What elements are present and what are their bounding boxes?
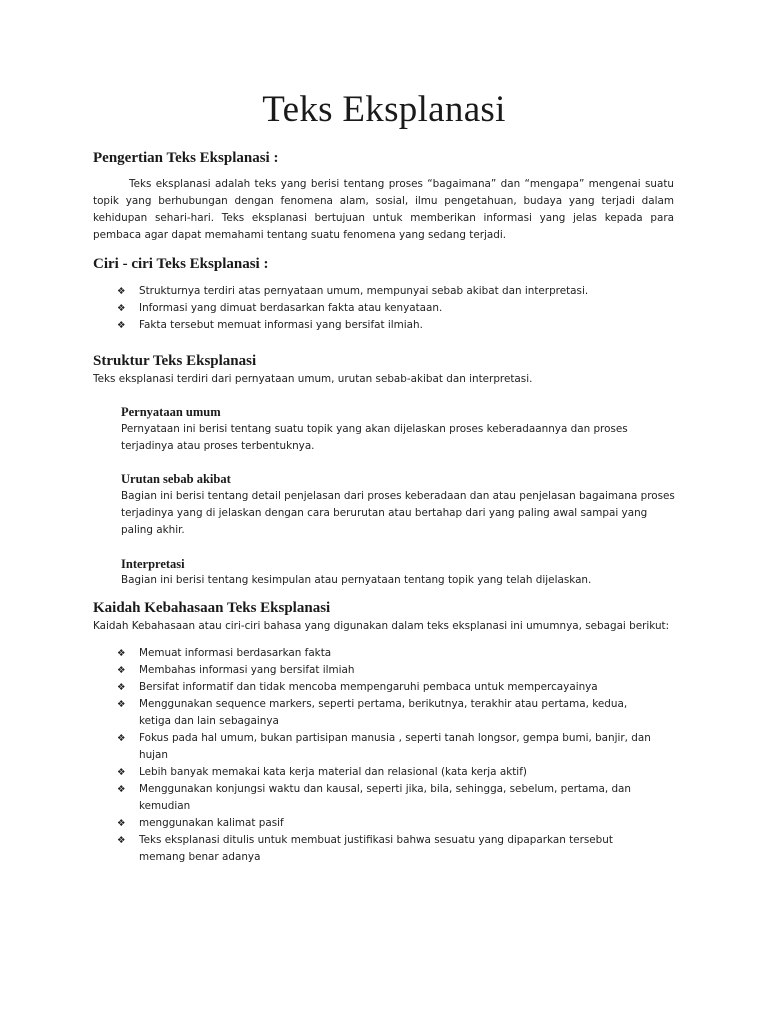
paragraph-urutan-sebab-akibat: Bagian ini berisi tentang detail penjelasan dari proses keberadaan dan atau penjelasan bagaimana proses terjadinya yang di jelaskan dengan cara berurutan atau bertahap dari yang paling awal sampai yang paling akhir.	[121, 490, 675, 536]
list-item	[117, 764, 657, 781]
list-item-text: Strukturnya terdiri atas pernyataan umum, mempunyai sebab akibat dan interpretasi.	[139, 285, 589, 297]
diamond-bullet-icon: ❖	[117, 784, 126, 795]
list-item	[117, 696, 657, 730]
list-item-text: Lebih banyak memakai kata kerja material dan relasional (kata kerja aktif)	[139, 766, 527, 778]
list-item	[117, 832, 657, 866]
list-item-text: Membahas informasi yang bersifat ilmiah	[139, 664, 355, 676]
diamond-bullet-icon: ❖	[117, 767, 126, 778]
subheading-pernyataan-umum: Pernyataan umum	[121, 405, 221, 419]
heading-kaidah: Kaidah Kebahasaan Teks Eksplanasi	[93, 600, 331, 616]
list-item-text: Menggunakan konjungsi waktu dan kausal, seperti jika, bila, sehingga, sebelum, pertama, dan kemudian	[139, 783, 631, 812]
subheading-urutan-sebab-akibat: Urutan sebab akibat	[121, 472, 231, 486]
list-item-text: Memuat informasi berdasarkan fakta	[139, 647, 332, 659]
paragraph-interpretasi: Bagian ini berisi tentang kesimpulan atau pernyataan tentang topik yang telah dijelaskan.	[121, 574, 592, 586]
list-item	[117, 645, 657, 662]
list-item-text: Teks eksplanasi ditulis untuk membuat justifikasi bahwa sesuatu yang dipaparkan tersebut memang benar adanya	[139, 834, 613, 863]
diamond-bullet-icon: ❖	[117, 682, 126, 693]
list-item	[117, 300, 677, 317]
diamond-bullet-icon: ❖	[117, 286, 126, 297]
list-item-text: Menggunakan sequence markers, seperti pertama, berikutnya, terakhir atau pertama, kedua, ketiga dan lain sebagainya	[139, 698, 628, 727]
paragraph-kaidah-intro: Kaidah Kebahasaan atau ciri-ciri bahasa yang digunakan dalam teks eksplanasi ini umumnya, sebagai berikut:	[93, 620, 670, 632]
list-item	[117, 815, 657, 832]
list-item-text: Fakta tersebut memuat informasi yang bersifat ilmiah.	[139, 319, 423, 331]
list-item	[117, 679, 657, 696]
heading-ciri: Ciri - ciri Teks Eksplanasi :	[93, 256, 269, 272]
paragraph-pernyataan-umum: Pernyataan ini berisi tentang suatu topik yang akan dijelaskan proses keberadaannya dan proses terjadinya atau proses terbentuknya.	[121, 423, 628, 452]
paragraph-struktur-intro: Teks eksplanasi terdiri dari pernyataan umum, urutan sebab-akibat dan interpretasi.	[93, 373, 533, 385]
diamond-bullet-icon: ❖	[117, 648, 126, 659]
diamond-bullet-icon: ❖	[117, 303, 126, 314]
list-item-text: Bersifat informatif dan tidak mencoba mempengaruhi pembaca untuk mempercayainya	[139, 681, 598, 693]
diamond-bullet-icon: ❖	[117, 665, 126, 676]
subheading-interpretasi: Interpretasi	[121, 557, 185, 571]
diamond-bullet-icon: ❖	[117, 835, 126, 846]
ciri-list	[117, 283, 677, 334]
heading-pengertian: Pengertian Teks Eksplanasi :	[93, 150, 279, 166]
paragraph-pengertian: Teks eksplanasi adalah teks yang berisi tentang proses “bagaimana” dan “mengapa” mengenai suatu topik yang berhubungan dengan fenomena alam, sosial, ilmu pengetahuan, budaya yang terjadi dalam kehidupan sehari-hari. Teks eksplanasi bertujuan untuk memberikan informasi yang jelas kepada para pembaca agar dapat memahami tentang suatu fenomena yang sedang terjadi.	[93, 178, 674, 241]
list-item	[117, 662, 657, 679]
list-item	[117, 283, 677, 300]
list-item-text: Fokus pada hal umum, bukan partisipan manusia , seperti tanah longsor, gempa bumi, banjir, dan hujan	[139, 732, 651, 761]
heading-struktur: Struktur Teks Eksplanasi	[93, 353, 257, 369]
list-item-text: Informasi yang dimuat berdasarkan fakta atau kenyataan.	[139, 302, 443, 314]
diamond-bullet-icon: ❖	[117, 733, 126, 744]
kaidah-list	[117, 645, 657, 866]
list-item	[117, 317, 677, 334]
list-item	[117, 781, 657, 815]
diamond-bullet-icon: ❖	[117, 818, 126, 829]
diamond-bullet-icon: ❖	[117, 320, 126, 331]
list-item	[117, 730, 657, 764]
document-title: Teks Eksplanasi	[262, 89, 506, 130]
list-item-text: menggunakan kalimat pasif	[139, 817, 284, 829]
diamond-bullet-icon: ❖	[117, 699, 126, 710]
